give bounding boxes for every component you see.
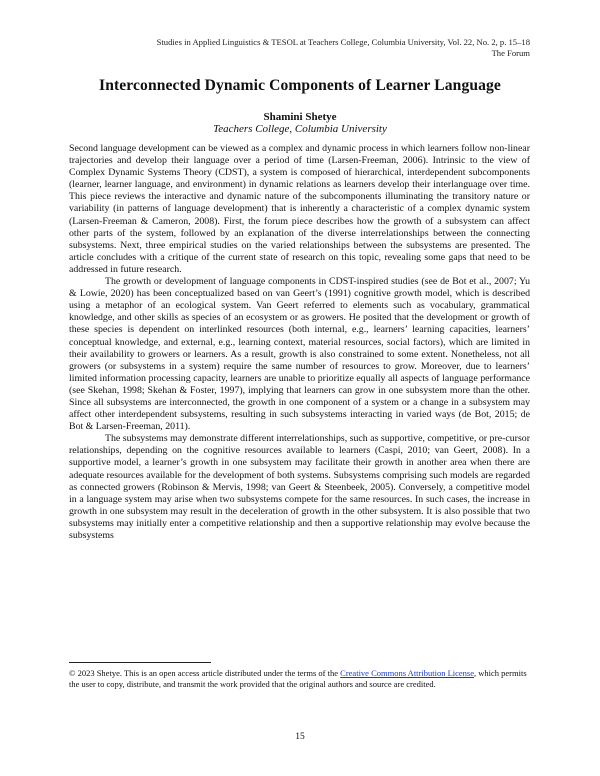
footnote-prefix: © 2023 Shetye. This is an open access article distributed under the terms of the <box>69 668 341 678</box>
article-title: Interconnected Dynamic Components of Learner Language <box>99 77 501 94</box>
footnote-suffix: , which permits the user to copy, distribute, and transmit the work provided that the original authors and source are credited. <box>69 668 527 690</box>
author-affiliation: Teachers College, Columbia University <box>213 123 387 135</box>
journal-citation: Studies in Applied Linguistics & TESOL at Teachers College, Columbia University, Vol. 22, No. 2, p. 15–18 <box>156 37 530 47</box>
copyright-footnote <box>69 668 530 691</box>
running-head <box>157 37 530 59</box>
body-paragraph-2: The growth or development of language components in CDST-inspired studies (see de Bot et al., 2007; Yu & Lowie, 2020) has been conceptualized based on van Geert’s (1991) cognitive growth model, which is described using a metaphor of an ecological system. Van Geert referred to elements such as vocabulary, grammatical knowledge, and other skills as species of an ecosystem or as growers. He posited that the development or growth of these species is dependent on interlinked resources (both internal, e.g., learners’ learning capacities, learners’ conceptual knowledge, and external, e.g., learning context, material resources, social factors), which are limited in their availability to growers or learners. As a result, growth is also constrained to some extent. Nonetheless, not all growers (or subsystems in a system) require the same number of resources to grow. Moreover, due to learners’ limited information processing capacity, learners are unable to prioritize equally all aspects of language performance (see Skehan, 1998; Skehan & Foster, 1997), implying that learners can grow in one subsystem more than the other. Since all subsystems are interconnected, the growth in one component of a system or a change in a subsystem may affect other interdependent subsystems, resulting in such subsystems interacting in varied ways (de Bot, 2015; de Bot & Larsen-Freeman, 2011). <box>69 276 530 433</box>
page-number: 15 <box>295 732 305 742</box>
article-body <box>69 143 530 542</box>
section-label: The Forum <box>491 48 530 58</box>
body-paragraph-1: Second language development can be viewed as a complex and dynamic process in which learners follow non-linear trajectories and develop their language over a period of time (Larsen-Freeman, 2006). Intrinsic to the view of Complex Dynamic Systems Theory (CDST), a system is composed of hierarchical, interdependent subcomponents (learner, learner language, and environment) in dynamic relations as learners develop their interlanguage over time. This piece reviews the interactive and dynamic nature of the subcomponents illuminating the transitory nature or variability (in patterns of language development) that is inherently a characteristic of a complex dynamic system (Larsen-Freeman & Cameron, 2008). First, the forum piece describes how the growth of a subsystem can affect other parts of the system, followed by an explanation of the diverse interrelationships between the connecting subsystems. Next, three empirical studies on the varied relationships between the subsystems are presented. The article concludes with a critique of the current state of research on this topic, revealing some gaps that need to be addressed in future research. <box>69 143 530 275</box>
body-paragraph-3: The subsystems may demonstrate different interrelationships, such as supportive, competitive, or pre-cursor relationships, depending on the cognitive resources available to learners (Caspi, 2010; van Geert, 2008). In a supportive model, a learner’s growth in one subsystem may facilitate their growth in another area when there are adequate resources available for the development of both systems. Subsystems comprising such models are regarded as connected growers (Robinson & Mervis, 1998; van Geert & Steenbeek, 2005). Conversely, a competitive model in a language system may arise when two subsystems compete for the same resources. In such cases, the increase in growth in one subsystem may result in the deceleration of growth in the other subsystem. It is also possible that two subsystems may initially enter a competitive relationship and then a supportive relationship may evolve because the subsystems <box>69 433 530 541</box>
footnote-divider <box>69 662 211 663</box>
license-link[interactable]: Creative Commons Attribution License <box>340 668 475 678</box>
author-name: Shamini Shetye <box>263 111 337 123</box>
